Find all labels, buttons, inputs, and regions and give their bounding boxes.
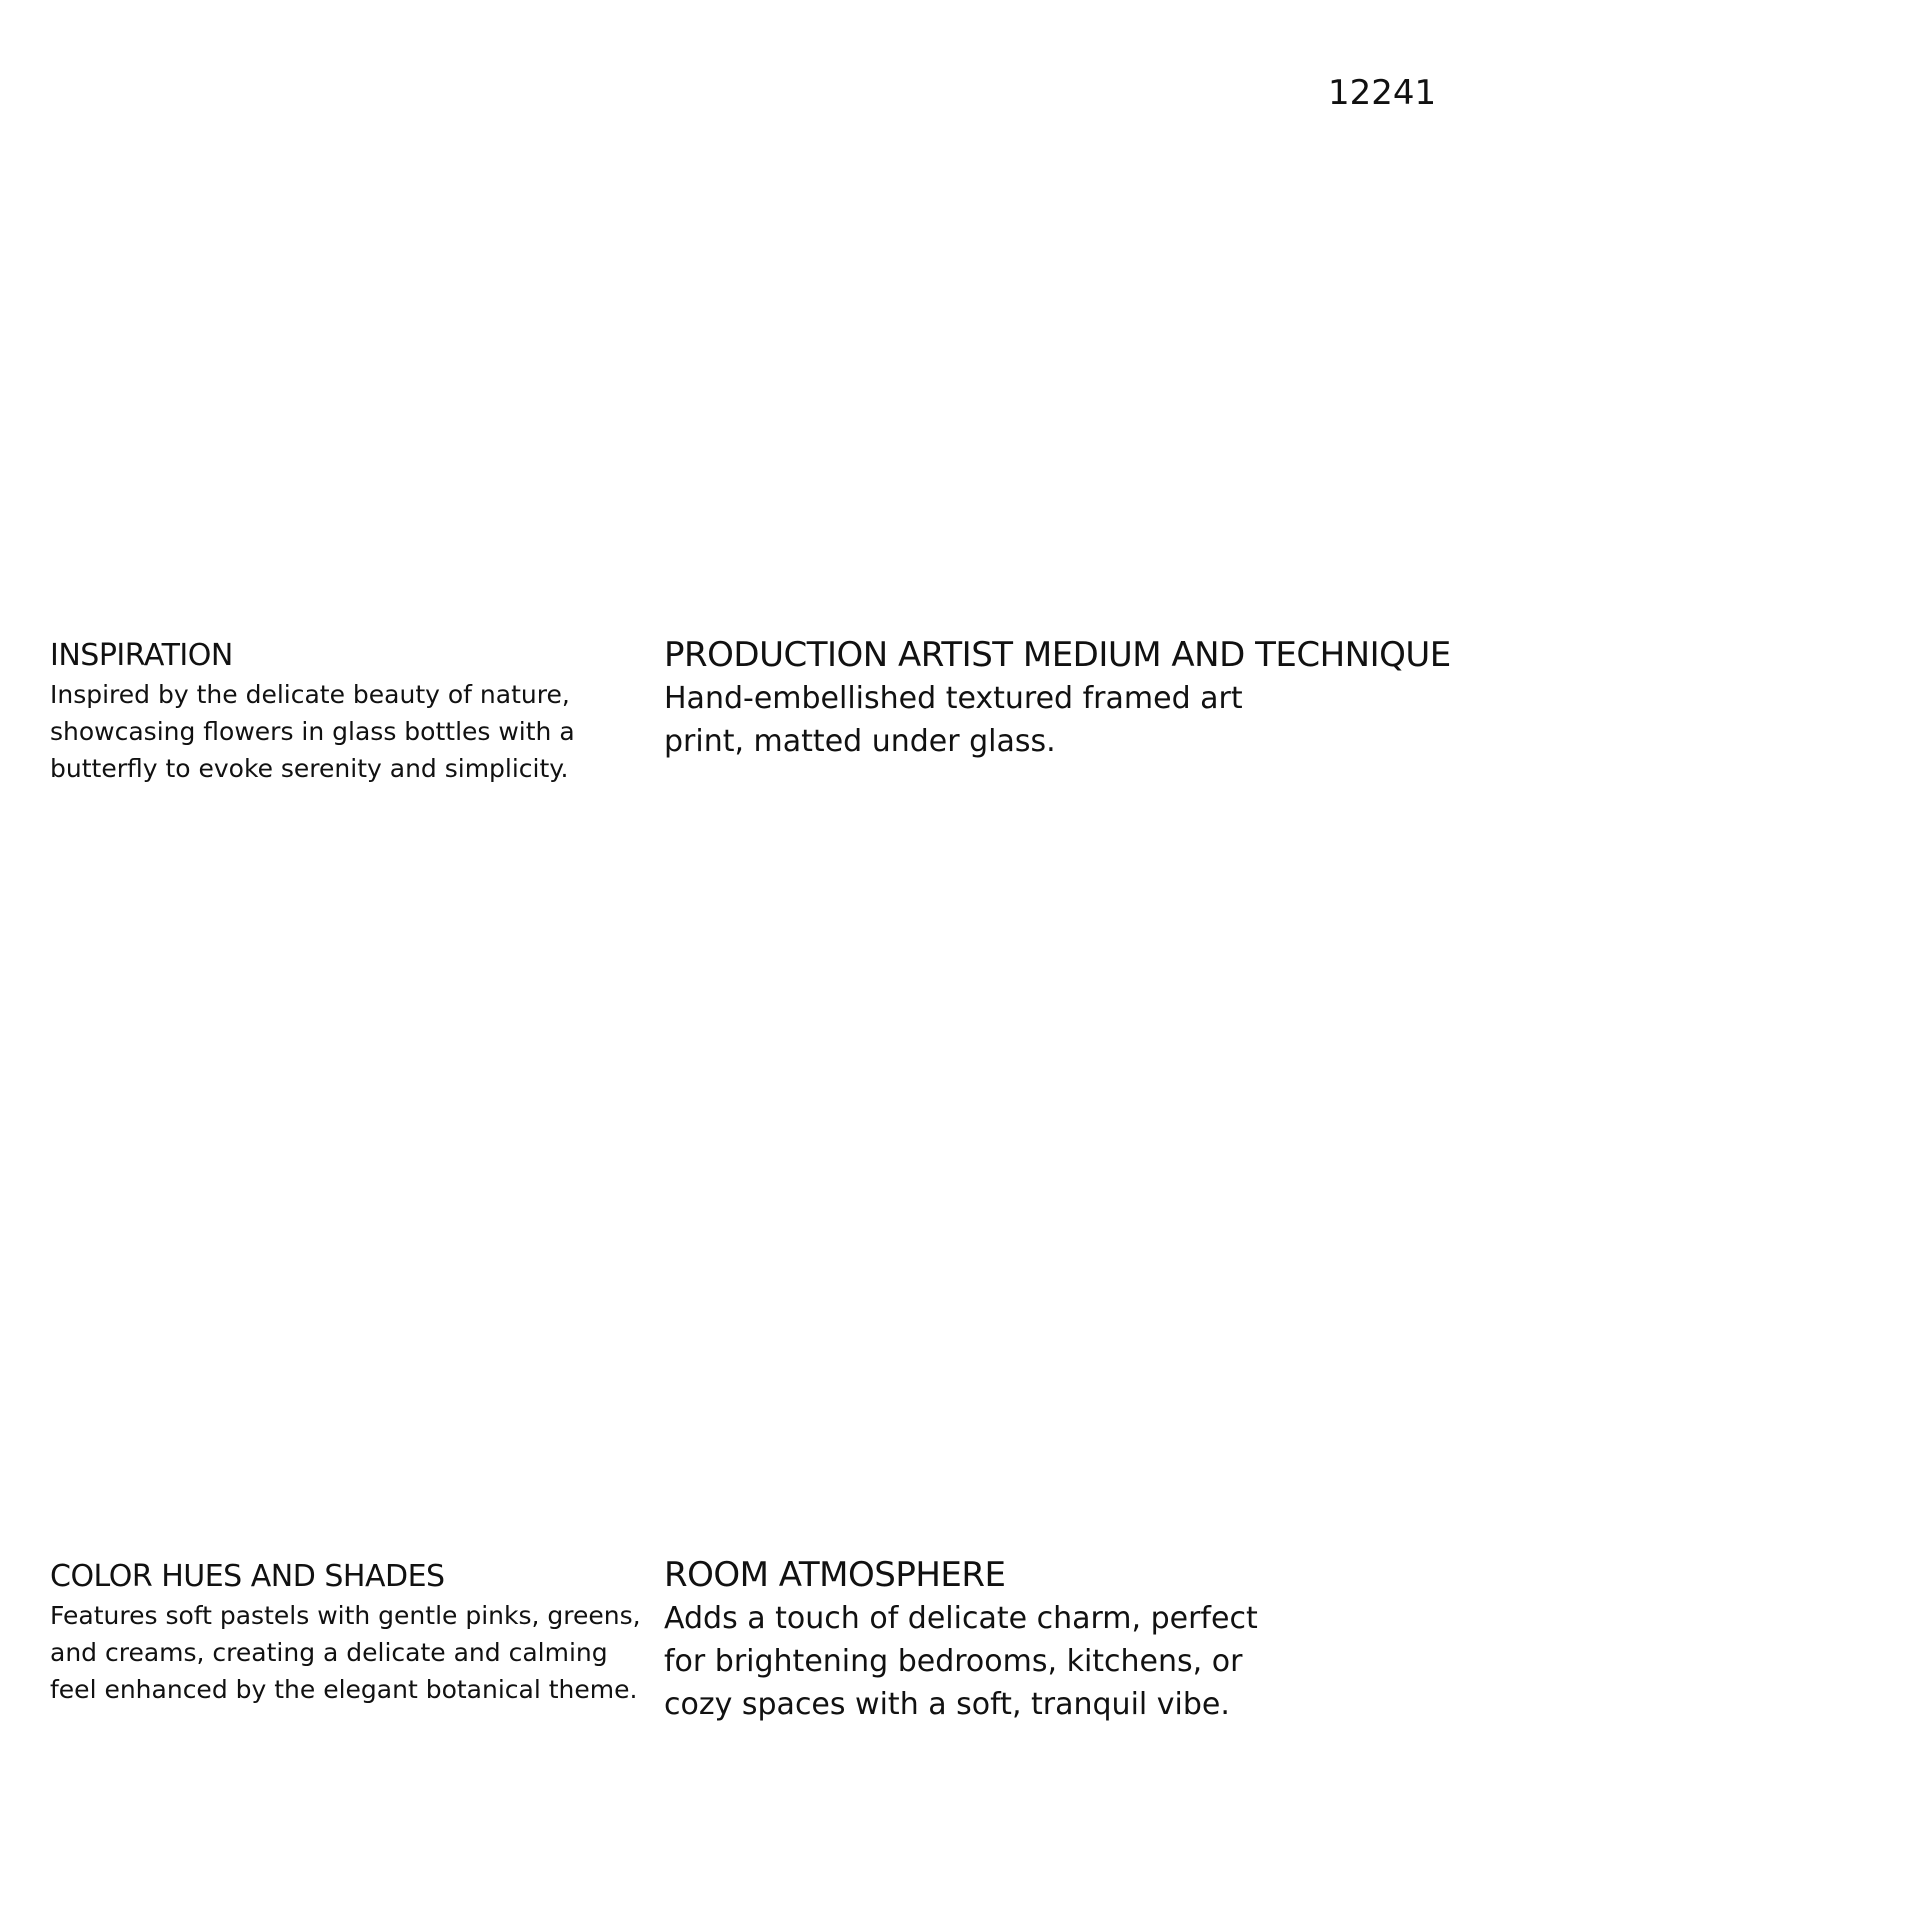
color-hues-heading: COLOR HUES AND SHADES [50, 1559, 445, 1594]
sku-number: 12241 [1328, 73, 1437, 113]
room-atmosphere-section [664, 1556, 1364, 1726]
color-hues-text: Features soft pastels with gentle pinks, greens, and creams, creating a delicate and calming feel enhanced by the elegant botanical theme. [50, 1601, 641, 1704]
inspiration-section [50, 638, 650, 787]
room-atmosphere-text: Adds a touch of delicate charm, perfect for brightening bedrooms, kitchens, or cozy spaces with a soft, tranquil vibe. [664, 1601, 1258, 1723]
medium-technique-text: Hand-embellished textured framed art print, matted under glass. [664, 681, 1243, 760]
room-atmosphere-heading: ROOM ATMOSPHERE [664, 1555, 1006, 1595]
medium-technique-heading: PRODUCTION ARTIST MEDIUM AND TECHNIQUE [664, 635, 1451, 675]
color-hues-section [50, 1559, 670, 1708]
inspiration-text: Inspired by the delicate beauty of nature, showcasing flowers in glass bottles with a butterfly to evoke serenity and simplicity. [50, 680, 575, 783]
inspiration-heading: INSPIRATION [50, 638, 233, 673]
medium-technique-section [664, 636, 1564, 763]
